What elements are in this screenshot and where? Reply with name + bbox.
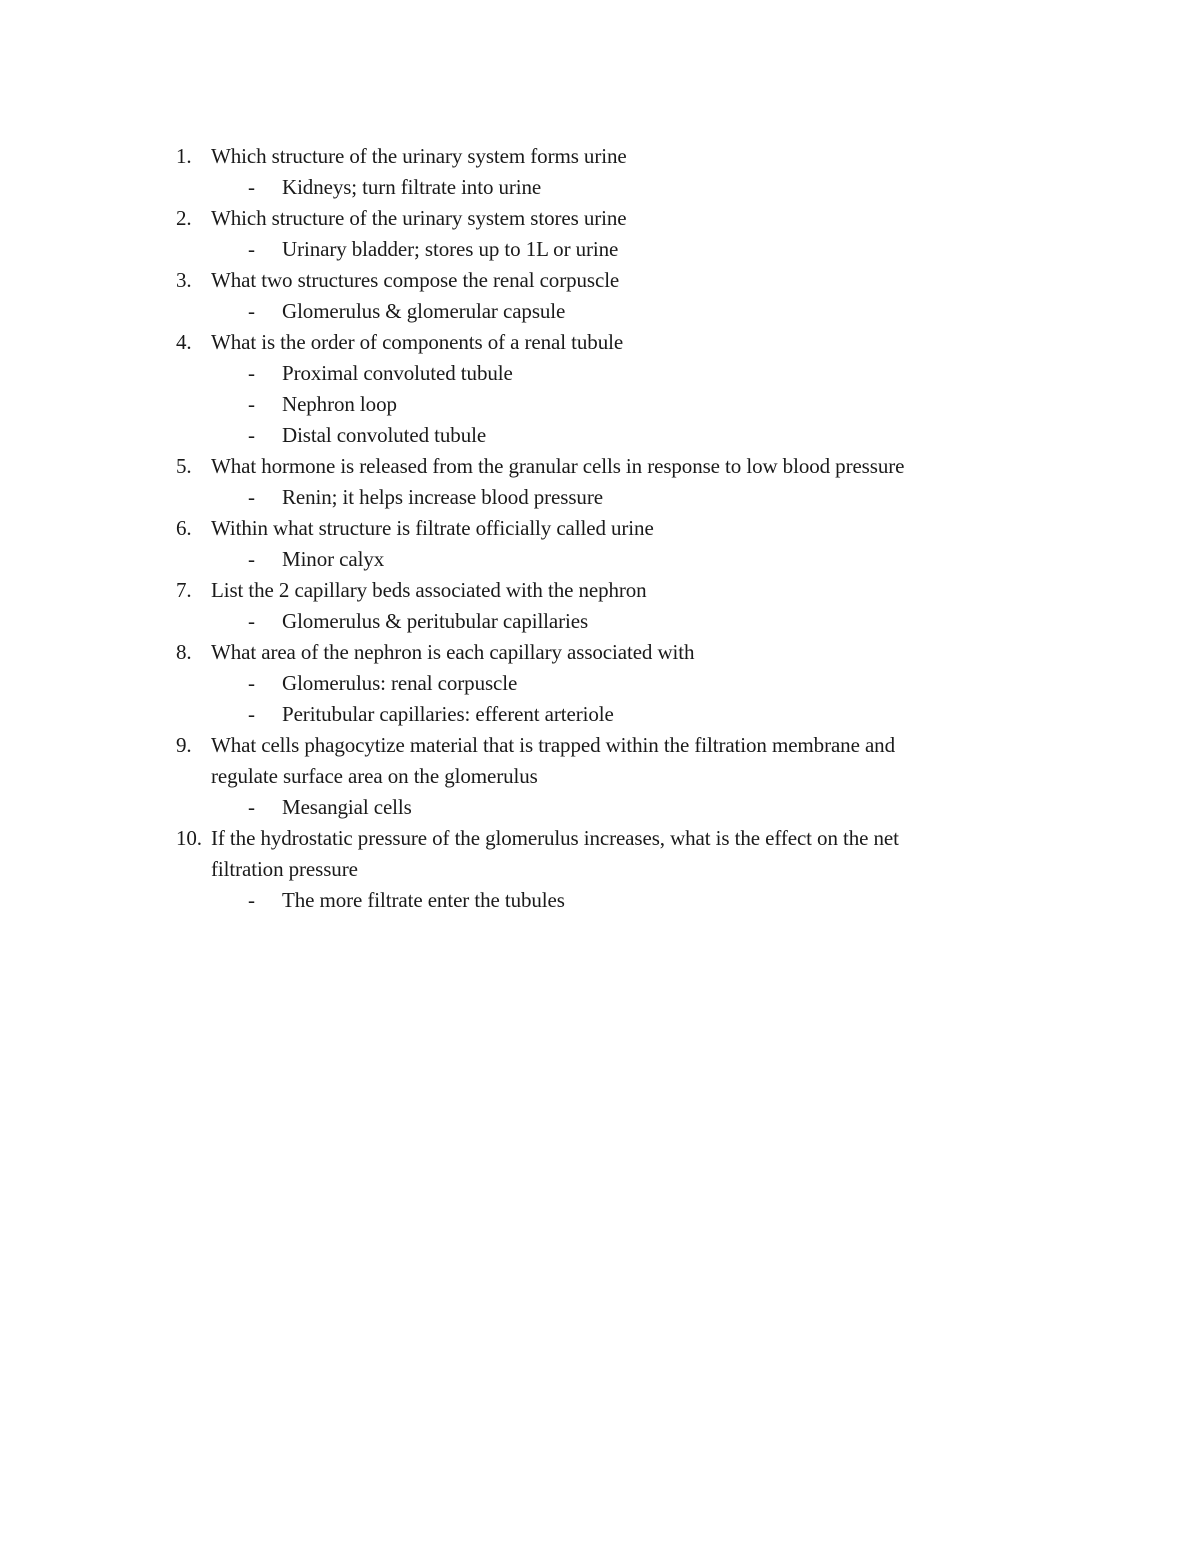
question-text: filtration pressure [211, 857, 358, 881]
question-number: 8. [176, 640, 192, 664]
answer-line [0, 172, 1200, 203]
question-line [0, 637, 1200, 668]
dash-bullet-icon: - [248, 485, 255, 509]
answer-text: Urinary bladder; stores up to 1L or urine [282, 237, 619, 261]
question-text: What is the order of components of a renal tubule [211, 330, 624, 354]
question-number: 4. [176, 330, 192, 354]
answer-text: Mesangial cells [282, 795, 412, 819]
answer-line [0, 544, 1200, 575]
question-line [0, 575, 1200, 606]
dash-bullet-icon: - [248, 361, 255, 385]
question-number: 9. [176, 733, 192, 757]
question-line [0, 513, 1200, 544]
question-number: 6. [176, 516, 192, 540]
answer-text: Minor calyx [282, 547, 385, 571]
answer-line [0, 699, 1200, 730]
question-number: 10. [176, 826, 202, 850]
question-number: 2. [176, 206, 192, 230]
dash-bullet-icon: - [248, 299, 255, 323]
question-number: 5. [176, 454, 192, 478]
dash-bullet-icon: - [248, 702, 255, 726]
question-text: What cells phagocytize material that is trapped within the filtration membrane and [211, 733, 895, 757]
dash-bullet-icon: - [248, 888, 255, 912]
question-text: What two structures compose the renal corpuscle [211, 268, 620, 292]
answer-text: Glomerulus: renal corpuscle [282, 671, 518, 695]
answer-text: Kidneys; turn filtrate into urine [282, 175, 542, 199]
question-number: 1. [176, 144, 192, 168]
answer-line [0, 389, 1200, 420]
question-line [0, 451, 1200, 482]
question-line-continued [0, 854, 1200, 885]
answer-text: The more filtrate enter the tubules [282, 888, 565, 912]
question-number: 7. [176, 578, 192, 602]
answer-text: Glomerulus & glomerular capsule [282, 299, 566, 323]
question-number: 3. [176, 268, 192, 292]
question-text: Which structure of the urinary system forms urine [211, 144, 627, 168]
answer-line [0, 606, 1200, 637]
dash-bullet-icon: - [248, 237, 255, 261]
answer-line [0, 885, 1200, 916]
answer-line [0, 482, 1200, 513]
dash-bullet-icon: - [248, 609, 255, 633]
question-line [0, 265, 1200, 296]
question-line [0, 730, 1200, 761]
answer-line [0, 668, 1200, 699]
question-list [0, 141, 1200, 916]
dash-bullet-icon: - [248, 423, 255, 447]
question-text: If the hydrostatic pressure of the glomerulus increases, what is the effect on the net [211, 826, 899, 850]
answer-text: Peritubular capillaries: efferent arteriole [282, 702, 614, 726]
dash-bullet-icon: - [248, 671, 255, 695]
dash-bullet-icon: - [248, 795, 255, 819]
answer-text: Distal convoluted tubule [282, 423, 487, 447]
answer-line [0, 420, 1200, 451]
question-text: Within what structure is filtrate officially called urine [211, 516, 654, 540]
dash-bullet-icon: - [248, 547, 255, 571]
answer-line [0, 792, 1200, 823]
question-line [0, 203, 1200, 234]
question-text: regulate surface area on the glomerulus [211, 764, 538, 788]
question-text: What hormone is released from the granular cells in response to low blood pressure [211, 454, 905, 478]
question-line [0, 327, 1200, 358]
question-line [0, 823, 1200, 854]
question-text: What area of the nephron is each capillary associated with [211, 640, 695, 664]
answer-text: Proximal convoluted tubule [282, 361, 513, 385]
answer-text: Glomerulus & peritubular capillaries [282, 609, 589, 633]
answer-text: Nephron loop [282, 392, 397, 416]
question-line-continued [0, 761, 1200, 792]
answer-text: Renin; it helps increase blood pressure [282, 485, 603, 509]
question-line [0, 141, 1200, 172]
dash-bullet-icon: - [248, 175, 255, 199]
dash-bullet-icon: - [248, 392, 255, 416]
answer-line [0, 358, 1200, 389]
question-text: List the 2 capillary beds associated with the nephron [211, 578, 647, 602]
question-text: Which structure of the urinary system stores urine [211, 206, 627, 230]
answer-line [0, 296, 1200, 327]
answer-line [0, 234, 1200, 265]
